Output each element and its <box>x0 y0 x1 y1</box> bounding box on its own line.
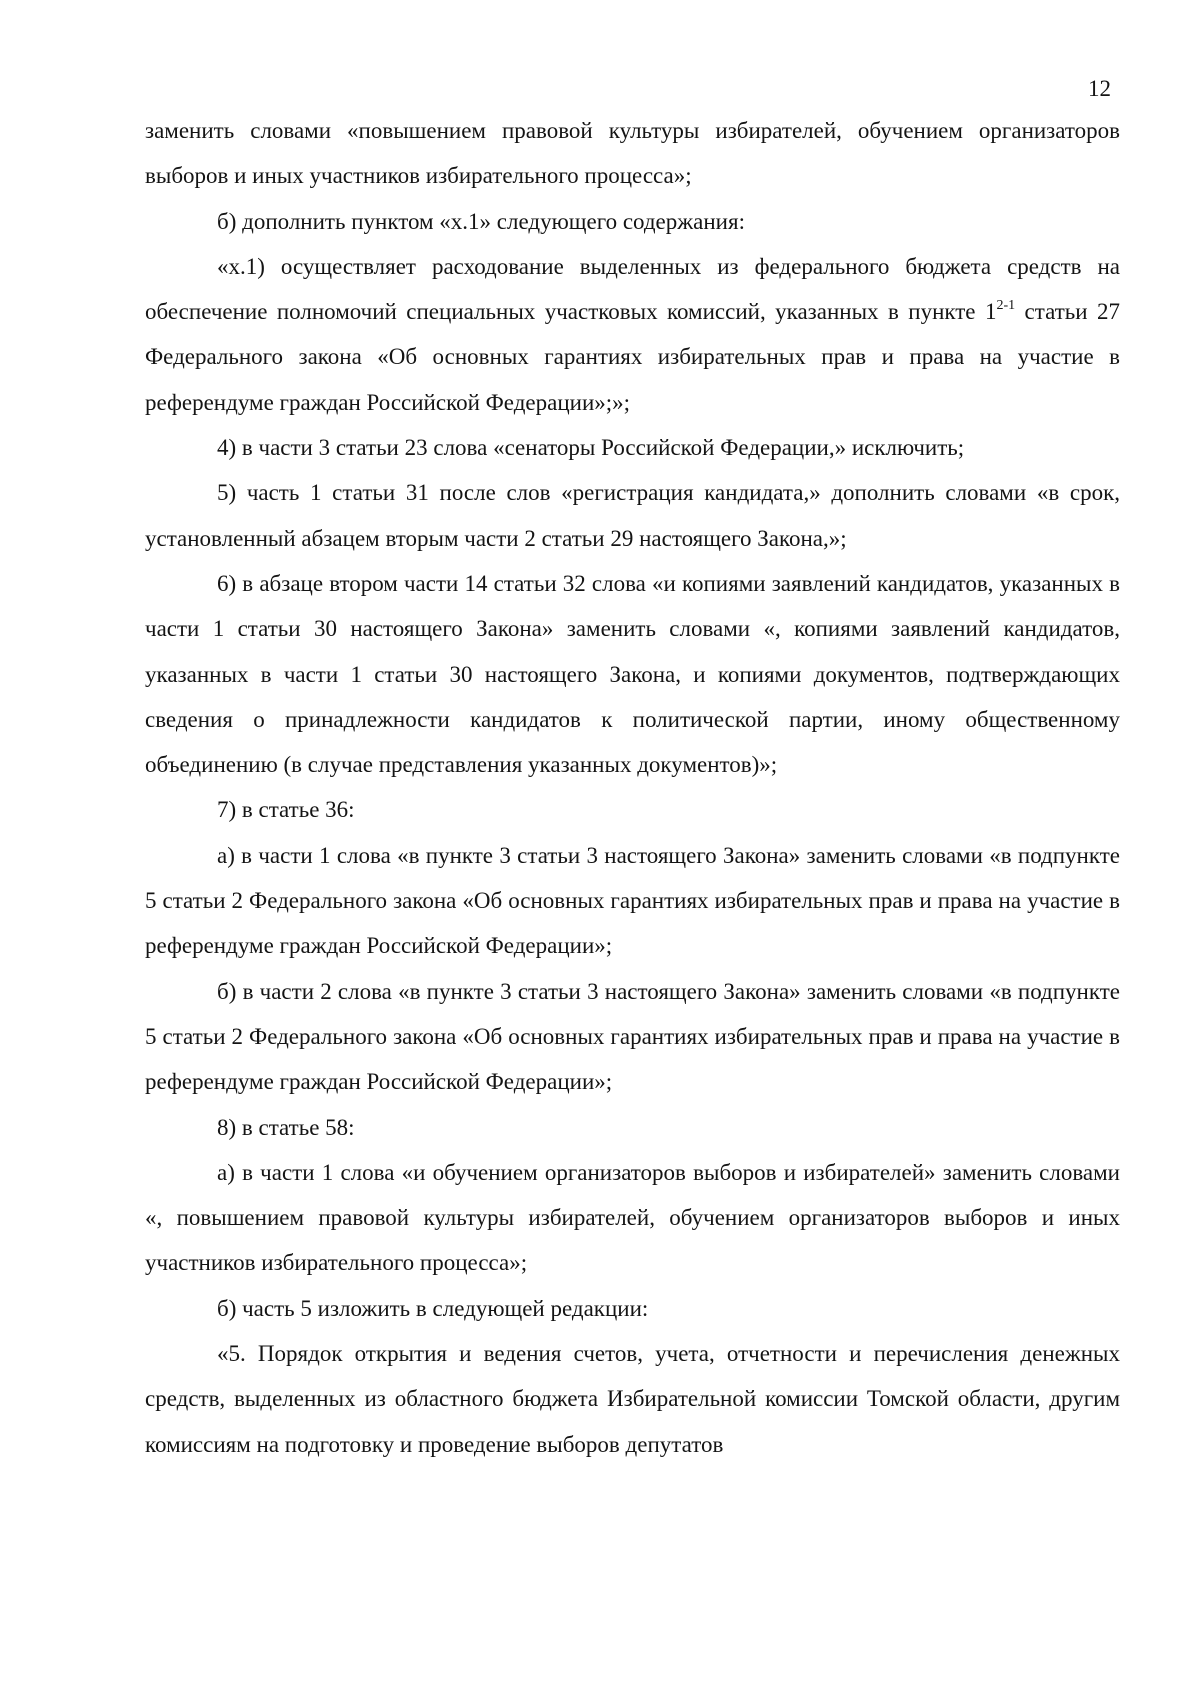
paragraph-item-7a: а) в части 1 слова «в пункте 3 статьи 3 настоящего Закона» заменить словами «в подпункте 5 статьи 2 Федерального закона «Об основных гарантиях избирательных прав и права на участие в референдуме граждан Российской Федерации»; <box>145 842 1120 959</box>
paragraph-item-b: б) дополнить пунктом «х.1» следующего содержания: <box>217 208 745 234</box>
paragraph-item-8: 8) в статье 58: <box>217 1114 355 1140</box>
page-number: 12 <box>1088 76 1111 101</box>
paragraph-item-4: 4) в части 3 статьи 23 слова «сенаторы Российской Федерации,» исключить; <box>217 435 965 461</box>
paragraph-x1-text-start: «х.1) осуществляет расходование выделенных из федерального бюджета средств на обеспечение полномочий специальных участковых комиссий, указанных в пункте 1 <box>145 253 1120 325</box>
paragraph-continuation: заменить словами «повышением правовой культуры избирателей, обучением организаторов выборов и иных участников избирательного процесса»; <box>145 118 1120 189</box>
paragraph-item-6: 6) в абзаце втором части 14 статьи 32 слова «и копиями заявлений кандидатов, указанных в части 1 статьи 30 настоящего Закона» заменить словами «, копиями заявлений кандидатов, указанных в части 1 статьи 30 настоящего Закона, и копиями документов, подтверждающих сведения о принадлежности кандидатов к политической партии, иному общественному объединению (в случае представления указанных документов)»; <box>145 570 1120 778</box>
paragraph-item-8a: а) в части 1 слова «и обучением организаторов выборов и избирателей» заменить словами «, повышением правовой культуры избирателей, обучением организаторов выборов и иных участников избирательного процесса»; <box>145 1159 1120 1276</box>
paragraph-item-x1 <box>145 244 1120 425</box>
superscript-2-1: 2-1 <box>996 297 1016 313</box>
paragraph-item-5: 5) часть 1 статьи 31 после слов «регистрация кандидата,» дополнить словами «в срок, установленный абзацем вторым части 2 статьи 29 настоящего Закона,»; <box>145 480 1120 551</box>
document-body <box>145 108 1120 1467</box>
paragraph-item-8b: б) часть 5 изложить в следующей редакции: <box>217 1295 649 1321</box>
paragraph-item-part5: «5. Порядок открытия и ведения счетов, учета, отчетности и перечисления денежных средств, выделенных из областного бюджета Избирательной комиссии Томской области, другим комиссиям на подготовку и проведение выборов депутатов <box>145 1341 1120 1457</box>
paragraph-item-7: 7) в статье 36: <box>217 797 355 823</box>
paragraph-x1-text-end: статьи 27 Федерального закона «Об основных гарантиях избирательных прав и права на участие в референдуме граждан Российской Федерации»;»; <box>145 299 1120 415</box>
paragraph-item-7b: б) в части 2 слова «в пункте 3 статьи 3 настоящего Закона» заменить словами «в подпункте 5 статьи 2 Федерального закона «Об основных гарантиях избирательных прав и права на участие в референдуме граждан Российской Федерации»; <box>145 978 1120 1095</box>
